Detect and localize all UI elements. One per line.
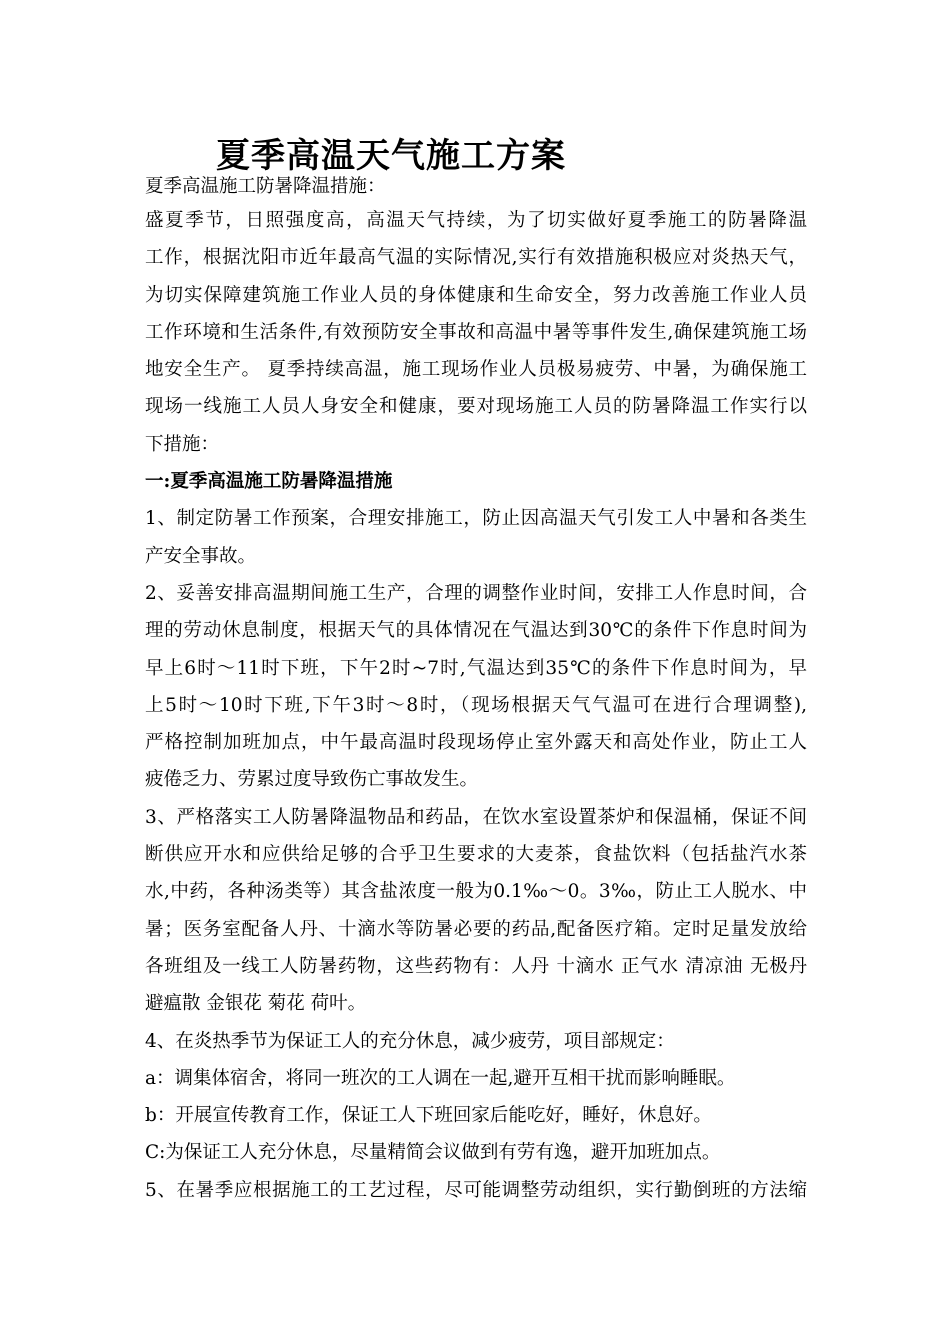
text-line: 理的劳动休息制度，根据天气的具体情况在气温达到30℃的条件下作息时间为 xyxy=(145,620,807,642)
text-line: 暑；医务室配备人丹、十滴水等防暑必要的药品,配备医疗箱。定时足量发放给 xyxy=(145,918,807,940)
text-line: 2、妥善安排高温期间施工生产，合理的调整作业时间，安排工人作息时间，合 xyxy=(145,582,807,604)
text-line: 1、制定防暑工作预案，合理安排施工，防止因高温天气引发工人中暑和各类生 xyxy=(145,508,807,530)
text-line: 断供应开水和应供给足够的合乎卫生要求的大麦茶，食盐饮料（包括盐汽水茶 xyxy=(145,844,807,866)
text-line: 现场一线施工人员人身安全和健康，要对现场施工人员的防暑降温工作实行以 xyxy=(145,396,807,418)
text-line: 盛夏季节，日照强度高，高温天气持续，为了切实做好夏季施工的防暑降温 xyxy=(145,210,807,231)
text-line: 为切实保障建筑施工作业人员的身体健康和生命安全，努力改善施工作业人员 xyxy=(145,284,807,306)
text-line: C:为保证工人充分休息，尽量精简会议做到有劳有逸，避开加班加点。 xyxy=(145,1142,721,1164)
text-line: 地安全生产。 夏季持续高温，施工现场作业人员极易疲劳、中暑，为确保施工 xyxy=(145,359,807,381)
text-line: 产安全事故。 xyxy=(145,545,257,567)
text-line: 上5时～10时下班,下午3时～8时，（现场根据天气气温可在进行合理调整), xyxy=(145,694,807,716)
text-line: 避瘟散 金银花 菊花 荷叶。 xyxy=(145,993,367,1015)
text-line: 水,中药，各种汤类等）其含盐浓度一般为0.1‰～0。3‰，防止工人脱水、中 xyxy=(145,881,807,903)
section-heading: 一:夏季高温施工防暑降温措施 xyxy=(145,471,393,493)
text-line: 3、严格落实工人防暑降温物品和药品，在饮水室设置茶炉和保温桶，保证不间 xyxy=(145,806,807,828)
text-line: 下措施： xyxy=(145,433,220,455)
text-line: b：开展宣传教育工作，保证工人下班回家后能吃好，睡好，休息好。 xyxy=(145,1105,712,1127)
document-body xyxy=(145,172,807,1209)
text-line: 各班组及一线工人防暑药物，这些药物有：人丹 十滴水 正气水 清凉油 无极丹 xyxy=(145,955,807,977)
text-line: 工作，根据沈阳市近年最高气温的实际情况,实行有效措施积极应对炎热天气， xyxy=(145,247,807,269)
text-line: 早上6时～11时下班，下午2时~7时,气温达到35℃的条件下作息时间为，早 xyxy=(145,657,807,679)
text-line: 5、在暑季应根据施工的工艺过程，尽可能调整劳动组织，实行勤倒班的方法缩 xyxy=(145,1179,807,1201)
document-title: 夏季高温天气施工方案 xyxy=(216,136,566,176)
text-line: a：调集体宿舍，将同一班次的工人调在一起,避开互相干扰而影响睡眠。 xyxy=(145,1067,736,1089)
text-line: 工作环境和生活条件,有效预防安全事故和高温中暑等事件发生,确保建筑施工场 xyxy=(145,321,807,343)
text-line: 4、在炎热季节为保证工人的充分休息，减少疲劳，项目部规定： xyxy=(145,1030,675,1052)
text-line: 疲倦乏力、劳累过度导致伤亡事故发生。 xyxy=(145,769,479,791)
text-line: 严格控制加班加点，中午最高温时段现场停止室外露天和高处作业，防止工人 xyxy=(145,732,807,754)
text-line: 夏季高温施工防暑降温措施： xyxy=(145,176,386,197)
